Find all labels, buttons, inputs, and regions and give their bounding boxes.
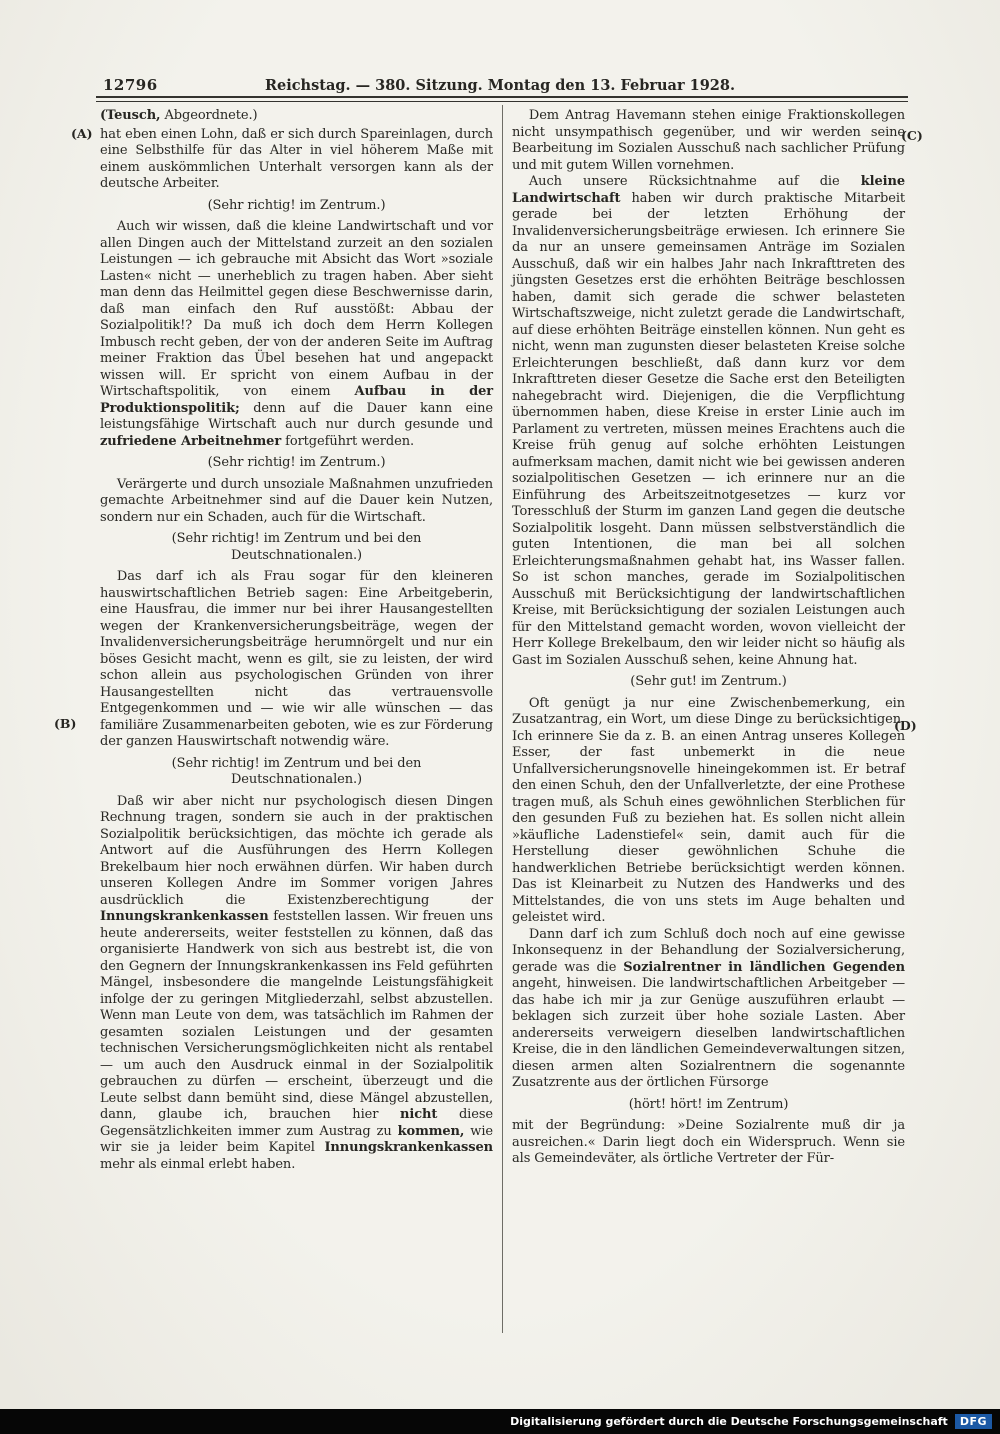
paragraph: Oft genügt ja nur eine Zwischenbemerkung, ein Zusatzantrag, ein Wort, um diese Dinge zu berücksichtigen. Ich erinnere Sie da z. B. an einen Antrag unseres Kollegen Esser, der fast unbemerkt in die neue Unfallversicherungsnovelle hineingekommen ist. Er betraf den einen Schuh, den der Unfallverletzte, der eine Prothese tragen muß, als Schuh eines gewöhnlichen Sterblichen für den gesunden Fuß zu beziehen hat. Es sollen nicht allein »käufliche Ladenstiefel« sein, damit auch für die Herstellung dieser gewöhnlichen Schuhe die handwerklichen Betriebe berücksichtigt werden können. Das ist Kleinarbeit zu Nutzen des Handwerks und des Mittelstandes, die von uns stets im Auge behalten und geleistet wird. <box>512 695 905 925</box>
margin-marker-c: (C) <box>901 128 923 143</box>
paragraph: mit der Begründung: »Deine Sozialrente muß dir ja ausreichen.« Darin liegt doch ein Widerspruch. Wenn sie als Gemeindeväter, als örtliche Vertreter der Für- <box>512 1118 905 1166</box>
interjection: (hört! hört! im Zentrum) <box>628 1096 789 1112</box>
interjection: (Sehr richtig! im Zentrum.) <box>207 455 386 470</box>
interjection: (Sehr richtig! im Zentrum und bei den Deutschnationalen.) <box>171 531 422 563</box>
header-rule <box>96 96 908 102</box>
paragraph: Verärgerte und durch unsoziale Maßnahmen unzufrieden gemachte Arbeitnehmer sind auf die Dauer kein Nutzen, sondern nur ein Schaden, auch für die Wirtschaft. <box>100 476 493 525</box>
paragraph: Dann darf ich zum Schluß doch noch auf eine gewisse Inkonsequenz in der Behandlung der Sozialversicherung, gerade was die Sozialrentner in ländlichen Gegenden angeht, hinweisen. Die landwirtschaftlichen Arbeitgeber — das habe ich mir ja zur Genüge auszuführen erlaubt — beklagen sich zurzeit über hohe soziale Lasten. Aber andererseits verweigern dieselben landwirtschaftlichen Kreise, die in den ländlichen Gemeindeverwaltungen sitzen, diesen armen alten Sozialrentnern die sogenannte Zusatzrente aus der örtlichen Fürsorge <box>512 926 905 1090</box>
margin-marker-a: (A) <box>71 126 93 141</box>
paragraph: Auch unsere Rücksichtnahme auf die kleine Landwirtschaft haben wir durch praktische Mitarbeit gerade bei der letzten Erhöhung der Invalidenversicherungsbeiträge erwiesen. Ich erinnere Sie da nur an unsere gemeinsamen Anträge im Sozialen Ausschuß, daß wir ein halbes Jahr nach Inkrafttreten des jüngsten Gesetzes erst die erhöhten Beiträge beschlossen haben, damit sich gerade die schwer belasteten Wirtschaftszweige, nicht zuletzt gerade die Landwirtschaft, auf diese erhöhten Beiträge einstellen können. Nun geht es nicht, wenn man zugunsten dieser belasteten Kreise solche Erleichterungen beschließt, daß dann kurz vor dem Inkrafttreten dieser Gesetze die Sache erst den Beteiligten nahegebracht wird. Diejenigen, die die Verpflichtung übernommen haben, diese Kreise in erster Linie auch im Parlament zu vertreten, müssen meines Erachtens auch die Kreise früh genug auf solche erhöhten Leistungen aufmerksam machen, damit nicht wie bei gewissen anderen sozialpolitischen Gesetzen — ich erinnere nur an die Einführung des Arbeitszeitnotgesetzes — kurz vor Toresschluß der Sturm im ganzen Land gegen die deutsche Sozialpolitik losgeht. Dann müssen selbstverständlich die guten Intentionen, die man bei all solchen Erleichterungsmaßnahmen gehabt hat, ins Wasser fallen. So ist schon manches, gerade im Sozialpolitischen Ausschuß mit Berücksichtigung der landwirtschaftlichen Kreise, mit Berücksichtigung der sozialen Leistungen auch für den Mittelstand gemacht worden, wovon vielleicht der Herr Kollege Brekelbaum, den wir leider nicht so häufig als Gast im Sozialen Ausschuß sehen, keine Ahnung hat. <box>512 174 905 668</box>
footer-text: Digitalisierung gefördert durch die Deutsche Forschungsgemeinschaft <box>510 1415 948 1428</box>
interjection: (Sehr gut! im Zentrum.) <box>630 674 787 689</box>
margin-marker-b: (B) <box>54 716 77 731</box>
dfg-logo: DFG <box>955 1414 992 1429</box>
interjection: (Sehr richtig! im Zentrum.) <box>207 197 386 213</box>
column-divider <box>502 105 503 1333</box>
margin-marker-d: (D) <box>894 718 917 733</box>
paragraph: Dem Antrag Havemann stehen einige Fraktionskollegen nicht unsympathisch gegenüber, und wir werden seine Bearbeitung im Sozialen Ausschuß nach sachlicher Prüfung und mit gutem Willen vornehmen. <box>512 108 905 173</box>
paragraph: hat eben einen Lohn, daß er sich durch Spareinlagen, durch eine Selbsthilfe für das Alter in viel höherem Maße mit einem auskömmlichen Unterhalt versorgen kann als der deutsche Arbeiter. <box>100 126 493 191</box>
right-column <box>512 108 905 1168</box>
digitization-footer <box>0 1409 1000 1434</box>
paragraph: Auch wir wissen, daß die kleine Landwirtschaft und vor allen Dingen auch der Mittelstand zurzeit an den sozialen Leistungen — ich gebrauche mit Absicht das Wort »soziale Lasten« nicht — unerheblich zu tragen haben. Aber sieht man denn das Heilmittel gegen diese Beschwernisse darin, daß man einfach den Ruf ausstößt: Abbau der Sozialpolitik!? Da muß ich doch dem Herrn Kollegen Imbusch recht geben, der von der anderen Seite im Auftrag meiner Fraktion das Übel besehen hat und angepackt wissen will. Er spricht von einem Aufbau in der Wirtschaftspolitik, von einem Aufbau in der Produktionspolitik; denn auf die Dauer kann eine leistungsfähige Wirtschaft auch nur durch gesunde und zufriedene Arbeitnehmer fortgeführt werden. <box>100 219 493 449</box>
paragraph: Daß wir aber nicht nur psychologisch diesen Dingen Rechnung tragen, sondern sie auch in der praktischen Sozialpolitik berücksichtigen, das möchte ich gerade als Antwort auf die Ausführungen des Herrn Kollegen Brekelbaum hier noch erwähnen dürfen. Wir haben durch unseren Kollegen Andre im Sommer vorigen Jahres ausdrücklich die Existenzberechtigung der Innungskrankenkassen feststellen lassen. Wir freuen uns heute andererseits, weiter feststellen zu können, daß das organisierte Handwerk von sich aus bestrebt ist, die von den Gegnern der Innungskrankenkassen ins Feld geführten Mängel, insbesondere die mangelnde Leistungsfähigkeit infolge der zu geringen Mitgliederzahl, selbst abzustellen. Wenn man Leute von dem, was tatsächlich im Rahmen der gesamten sozialen Leistungen und der gesamten technischen Versicherungsmöglichkeiten nicht als rentabel — um auch den Ausdruck einmal in der Sozialpolitik gebrauchen zu dürfen — erscheint, überzeugt und die Leute selbst dann bemüht sind, diese Mängel abzustellen, dann, glaube ich, brauchen hier nicht diese Gegensätzlichkeiten immer zum Austrag zu kommen, wie wir sie ja leider beim Kapitel Innungskrankenkassen mehr als einmal erlebt haben. <box>100 793 493 1172</box>
interjection: (Sehr richtig! im Zentrum und bei den Deutschnationalen.) <box>171 755 422 787</box>
page-title: Reichstag. — 380. Sitzung. Montag den 13. Februar 1928. <box>264 77 736 94</box>
left-column <box>100 108 493 1173</box>
paragraph: Das darf ich als Frau sogar für den kleineren hauswirtschaftlichen Betrieb sagen: Eine Arbeitgeberin, eine Hausfrau, die immer nur bei ihrer Hausangestellten wegen der Krankenversicherungsbeiträge, wegen der Invalidenversicherungsbeiträge herumnörgelt und nur ein böses Gesicht macht, wenn es gilt, sie zu leisten, der wird schon allein aus psychologischen Gründen von ihrer Hausangestellten nicht das vertrauensvolle Entgegenkommen und — wie wir alle wünschen — das familiäre Zusammenarbeiten geboten, wie es zur Förderung der ganzen Hauswirtschaft notwendig wäre. <box>100 569 493 749</box>
speaker-line: (Teusch, Abgeordnete.) <box>100 108 258 123</box>
page-number: 12796 <box>103 76 158 94</box>
